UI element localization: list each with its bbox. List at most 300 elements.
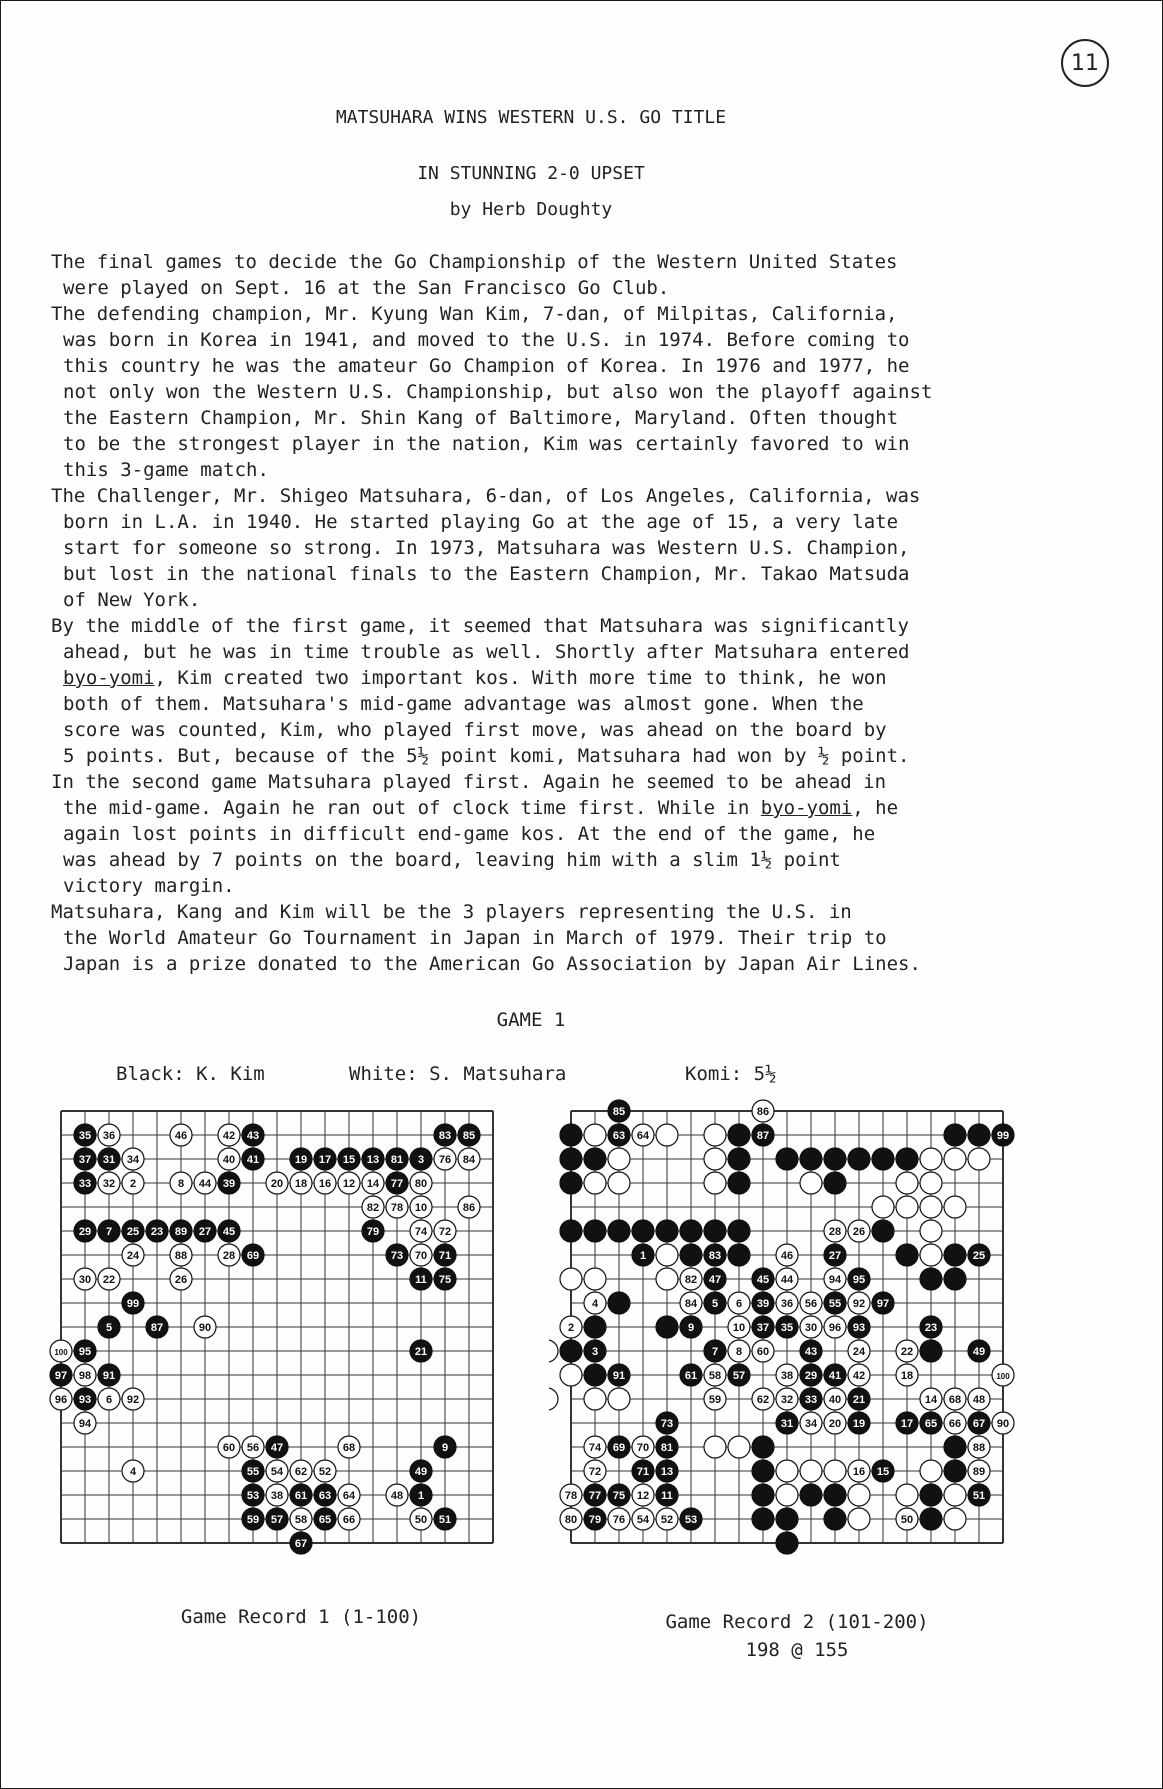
white-stone bbox=[824, 1388, 846, 1410]
black-stone bbox=[50, 1364, 72, 1386]
move-number: 73 bbox=[660, 1418, 674, 1430]
black-stone bbox=[824, 1244, 846, 1266]
move-number: 13 bbox=[366, 1154, 380, 1166]
stone-disc bbox=[584, 1220, 606, 1242]
paragraph bbox=[51, 301, 1111, 483]
black-stone bbox=[434, 1124, 456, 1146]
stone-disc bbox=[728, 1220, 750, 1242]
stone-disc bbox=[560, 1340, 582, 1362]
stone-disc bbox=[656, 1220, 678, 1242]
white-stone bbox=[608, 1388, 630, 1410]
white-stone bbox=[584, 1388, 606, 1410]
black-stone bbox=[920, 1268, 942, 1290]
stone-disc bbox=[776, 1484, 798, 1506]
text-line: this 3-game match. bbox=[63, 459, 269, 481]
move-number: 10 bbox=[414, 1202, 428, 1214]
move-number: 8 bbox=[735, 1346, 743, 1358]
move-number: 36 bbox=[102, 1130, 116, 1142]
move-number: 47 bbox=[270, 1442, 284, 1454]
black-stone bbox=[608, 1436, 630, 1458]
text-line: The Challenger, Mr. Shigeo Matsuhara, 6-dan, of Los Angeles, California, was bbox=[51, 485, 921, 507]
move-number: 66 bbox=[948, 1418, 962, 1430]
white-stone bbox=[608, 1508, 630, 1530]
black-stone bbox=[242, 1460, 264, 1482]
move-number: 39 bbox=[756, 1298, 770, 1310]
white-stone bbox=[704, 1436, 726, 1458]
black-stone bbox=[920, 1412, 942, 1434]
stone-disc bbox=[752, 1460, 774, 1482]
board-caption-note: 198 @ 155 bbox=[745, 1639, 849, 1661]
black-stone bbox=[266, 1508, 288, 1530]
white-stone bbox=[704, 1148, 726, 1170]
black-stone bbox=[680, 1364, 702, 1386]
black-stone bbox=[656, 1460, 678, 1482]
black-stone bbox=[98, 1148, 120, 1170]
white-stone bbox=[410, 1196, 432, 1218]
move-number: 41 bbox=[246, 1154, 260, 1166]
white-stone bbox=[560, 1508, 582, 1530]
black-stone bbox=[434, 1436, 456, 1458]
black-stone bbox=[314, 1148, 336, 1170]
stone-disc bbox=[968, 1148, 990, 1170]
white-stone bbox=[992, 1364, 1014, 1386]
white-stone bbox=[122, 1148, 144, 1170]
move-number: 75 bbox=[612, 1490, 626, 1502]
white-stone bbox=[896, 1364, 918, 1386]
white-stone bbox=[584, 1124, 606, 1146]
move-number: 93 bbox=[852, 1322, 866, 1334]
move-number: 89 bbox=[972, 1466, 986, 1478]
stone-disc bbox=[704, 1436, 726, 1458]
move-number: 89 bbox=[174, 1226, 188, 1238]
black-stone bbox=[824, 1148, 846, 1170]
black-stone bbox=[848, 1148, 870, 1170]
white-stone bbox=[728, 1292, 750, 1314]
black-stone bbox=[656, 1316, 678, 1338]
move-number: 48 bbox=[972, 1394, 986, 1406]
move-number: 40 bbox=[828, 1394, 842, 1406]
white-stone bbox=[944, 1148, 966, 1170]
black-stone bbox=[800, 1364, 822, 1386]
move-number: 7 bbox=[105, 1226, 113, 1238]
black-stone bbox=[74, 1124, 96, 1146]
move-number: 49 bbox=[972, 1346, 986, 1358]
stone-disc bbox=[824, 1172, 846, 1194]
black-stone bbox=[362, 1148, 384, 1170]
move-number: 9 bbox=[687, 1322, 695, 1334]
move-number: 7 bbox=[711, 1346, 719, 1358]
black-stone bbox=[584, 1220, 606, 1242]
black-stone bbox=[584, 1340, 606, 1362]
stone-disc bbox=[560, 1364, 582, 1386]
white-stone bbox=[434, 1148, 456, 1170]
black-stone bbox=[704, 1292, 726, 1314]
text-line: The defending champion, Mr. Kyung Wan Kim, 7-dan, of Milpitas, California, bbox=[51, 303, 898, 325]
white-stone bbox=[560, 1268, 582, 1290]
black-stone bbox=[122, 1220, 144, 1242]
black-stone bbox=[872, 1148, 894, 1170]
move-number: 44 bbox=[780, 1274, 794, 1286]
komi: Komi: 5½ bbox=[685, 1063, 777, 1085]
move-number: 92 bbox=[126, 1394, 140, 1406]
stone-disc bbox=[920, 1148, 942, 1170]
black-stone bbox=[728, 1124, 750, 1146]
stone-disc bbox=[776, 1532, 798, 1554]
move-number: 46 bbox=[780, 1250, 794, 1262]
white-stone bbox=[944, 1388, 966, 1410]
black-stone bbox=[242, 1244, 264, 1266]
stone-disc bbox=[968, 1124, 990, 1146]
stone-disc bbox=[656, 1316, 678, 1338]
black-stone bbox=[434, 1508, 456, 1530]
move-number: 57 bbox=[732, 1370, 746, 1382]
text-line: of New York. bbox=[63, 589, 201, 611]
move-number: 28 bbox=[828, 1226, 842, 1238]
move-number: 86 bbox=[756, 1106, 770, 1118]
black-stone bbox=[608, 1124, 630, 1146]
stone-disc bbox=[920, 1196, 942, 1218]
black-stone bbox=[872, 1292, 894, 1314]
black-stone bbox=[944, 1460, 966, 1482]
move-number: 4 bbox=[129, 1466, 137, 1478]
move-number: 23 bbox=[924, 1322, 938, 1334]
text-line: start for someone so strong. In 1973, Matsuhara was Western U.S. Champion, bbox=[63, 537, 910, 559]
white-stone bbox=[338, 1172, 360, 1194]
text-line: again lost points in difficult end-game kos. At the end of the game, he bbox=[63, 823, 876, 845]
stone-disc bbox=[752, 1436, 774, 1458]
white-stone bbox=[896, 1508, 918, 1530]
black-stone bbox=[824, 1364, 846, 1386]
move-number: 47 bbox=[708, 1274, 722, 1286]
move-number: 60 bbox=[756, 1346, 770, 1358]
move-number: 58 bbox=[294, 1514, 308, 1526]
black-stone bbox=[728, 1220, 750, 1242]
white-stone bbox=[680, 1268, 702, 1290]
stone-disc bbox=[704, 1124, 726, 1146]
stone-disc bbox=[704, 1220, 726, 1242]
article-body bbox=[51, 249, 1111, 977]
board-caption-1: Game Record 1 (1-100) bbox=[180, 1606, 422, 1628]
move-number: 63 bbox=[318, 1490, 332, 1502]
white-stone bbox=[776, 1244, 798, 1266]
move-number: 45 bbox=[756, 1274, 770, 1286]
move-number: 70 bbox=[414, 1250, 428, 1262]
black-stone bbox=[920, 1484, 942, 1506]
black-stone bbox=[920, 1340, 942, 1362]
white-stone bbox=[896, 1484, 918, 1506]
move-number: 59 bbox=[708, 1394, 722, 1406]
underlined-term: byo-yomi bbox=[63, 667, 155, 689]
white-stone bbox=[218, 1436, 240, 1458]
black-stone bbox=[290, 1484, 312, 1506]
stone-disc bbox=[560, 1124, 582, 1146]
move-number: 52 bbox=[318, 1466, 332, 1478]
black-stone bbox=[968, 1412, 990, 1434]
stone-disc bbox=[872, 1196, 894, 1218]
move-number: 33 bbox=[804, 1394, 818, 1406]
text-line: By the middle of the first game, it seemed that Matsuhara was significantly bbox=[51, 615, 909, 637]
text-line: score was counted, Kim, who played first move, was ahead on the board by bbox=[63, 719, 887, 741]
move-number: 22 bbox=[900, 1346, 914, 1358]
stone-disc bbox=[944, 1148, 966, 1170]
black-stone bbox=[560, 1124, 582, 1146]
white-stone bbox=[824, 1316, 846, 1338]
stone-disc bbox=[728, 1148, 750, 1170]
stone-disc bbox=[800, 1148, 822, 1170]
black-stone bbox=[146, 1316, 168, 1338]
move-number: 57 bbox=[270, 1514, 284, 1526]
move-number: 34 bbox=[804, 1418, 818, 1430]
black-stone bbox=[632, 1220, 654, 1242]
move-number: 99 bbox=[126, 1298, 140, 1310]
white-stone bbox=[362, 1196, 384, 1218]
move-number: 96 bbox=[54, 1394, 68, 1406]
black-stone bbox=[824, 1292, 846, 1314]
black-stone bbox=[896, 1148, 918, 1170]
white-stone bbox=[824, 1412, 846, 1434]
black-stone bbox=[680, 1508, 702, 1530]
move-number: 62 bbox=[294, 1466, 308, 1478]
black-stone bbox=[410, 1484, 432, 1506]
black-stone bbox=[824, 1484, 846, 1506]
move-number: 17 bbox=[900, 1418, 914, 1430]
move-number: 46 bbox=[174, 1130, 188, 1142]
move-number: 11 bbox=[415, 1274, 427, 1286]
black-stone bbox=[800, 1148, 822, 1170]
white-stone bbox=[290, 1460, 312, 1482]
move-number: 79 bbox=[366, 1226, 380, 1238]
black-player: Black: K. Kim bbox=[116, 1063, 265, 1085]
white-stone bbox=[584, 1460, 606, 1482]
move-number: 77 bbox=[390, 1178, 404, 1190]
move-number: 72 bbox=[588, 1466, 602, 1478]
stone-disc bbox=[680, 1220, 702, 1242]
move-number: 42 bbox=[852, 1370, 866, 1382]
white-stone bbox=[170, 1268, 192, 1290]
black-stone bbox=[410, 1460, 432, 1482]
move-number: 100 bbox=[996, 1372, 1010, 1381]
stone-disc bbox=[584, 1172, 606, 1194]
move-number: 97 bbox=[876, 1298, 890, 1310]
black-stone bbox=[242, 1148, 264, 1170]
stone-disc bbox=[608, 1220, 630, 1242]
white-stone bbox=[776, 1388, 798, 1410]
paragraph bbox=[51, 483, 1111, 613]
black-stone bbox=[992, 1124, 1014, 1146]
black-stone bbox=[314, 1484, 336, 1506]
black-stone bbox=[242, 1508, 264, 1530]
move-number: 90 bbox=[996, 1418, 1010, 1430]
white-stone bbox=[920, 1220, 942, 1242]
text-line: the Eastern Champion, Mr. Shin Kang of Baltimore, Maryland. Often thought bbox=[63, 407, 899, 429]
move-number: 64 bbox=[636, 1130, 650, 1142]
stone-disc bbox=[549, 1388, 558, 1410]
white-stone bbox=[920, 1460, 942, 1482]
move-number: 74 bbox=[414, 1226, 428, 1238]
white-stone bbox=[632, 1484, 654, 1506]
white-stone bbox=[896, 1340, 918, 1362]
black-stone bbox=[458, 1124, 480, 1146]
move-number: 50 bbox=[900, 1514, 914, 1526]
move-number: 29 bbox=[78, 1226, 92, 1238]
black-stone bbox=[704, 1244, 726, 1266]
black-stone bbox=[968, 1124, 990, 1146]
black-stone bbox=[434, 1244, 456, 1266]
move-number: 70 bbox=[636, 1442, 650, 1454]
move-number: 48 bbox=[390, 1490, 404, 1502]
black-stone bbox=[920, 1316, 942, 1338]
move-number: 6 bbox=[105, 1394, 113, 1406]
text-line: but lost in the national finals to the Eastern Champion, Mr. Takao Matsuda bbox=[63, 563, 910, 585]
move-number: 39 bbox=[222, 1178, 236, 1190]
move-number: 17 bbox=[318, 1154, 332, 1166]
move-number: 55 bbox=[246, 1466, 260, 1478]
move-number: 99 bbox=[996, 1130, 1010, 1142]
move-number: 51 bbox=[438, 1514, 452, 1526]
move-number: 82 bbox=[684, 1274, 698, 1286]
move-number: 9 bbox=[441, 1442, 449, 1454]
stone-disc bbox=[776, 1460, 798, 1482]
stone-disc bbox=[704, 1172, 726, 1194]
move-number: 24 bbox=[852, 1346, 866, 1358]
black-stone bbox=[752, 1436, 774, 1458]
white-stone bbox=[362, 1172, 384, 1194]
move-number: 6 bbox=[735, 1298, 743, 1310]
white-stone bbox=[338, 1484, 360, 1506]
black-stone bbox=[680, 1244, 702, 1266]
black-stone bbox=[584, 1364, 606, 1386]
white-stone bbox=[992, 1412, 1014, 1434]
black-stone bbox=[98, 1220, 120, 1242]
move-number: 91 bbox=[102, 1370, 116, 1382]
black-stone bbox=[752, 1124, 774, 1146]
white-stone bbox=[824, 1220, 846, 1242]
move-number: 36 bbox=[780, 1298, 794, 1310]
stone-disc bbox=[584, 1148, 606, 1170]
black-stone bbox=[266, 1436, 288, 1458]
move-number: 2 bbox=[567, 1322, 575, 1334]
black-stone bbox=[170, 1220, 192, 1242]
move-number: 97 bbox=[54, 1370, 68, 1382]
white-stone bbox=[290, 1508, 312, 1530]
move-number: 20 bbox=[270, 1178, 284, 1190]
move-number: 27 bbox=[828, 1250, 842, 1262]
black-stone bbox=[704, 1220, 726, 1242]
black-stone bbox=[608, 1484, 630, 1506]
move-number: 21 bbox=[852, 1394, 866, 1406]
black-stone bbox=[362, 1220, 384, 1242]
move-number: 19 bbox=[294, 1154, 308, 1166]
black-stone bbox=[386, 1148, 408, 1170]
white-stone bbox=[410, 1244, 432, 1266]
move-number: 68 bbox=[342, 1442, 356, 1454]
move-number: 63 bbox=[612, 1130, 626, 1142]
black-stone bbox=[218, 1220, 240, 1242]
stone-disc bbox=[584, 1316, 606, 1338]
black-stone bbox=[752, 1460, 774, 1482]
paragraph bbox=[51, 613, 1111, 769]
white-stone bbox=[824, 1268, 846, 1290]
move-number: 65 bbox=[924, 1418, 938, 1430]
white-stone bbox=[584, 1172, 606, 1194]
black-stone bbox=[386, 1244, 408, 1266]
paragraph bbox=[51, 769, 1111, 899]
white-stone bbox=[848, 1340, 870, 1362]
white-stone bbox=[549, 1388, 558, 1410]
page-number: 11 bbox=[1061, 39, 1109, 87]
black-stone bbox=[584, 1508, 606, 1530]
stone-disc bbox=[920, 1460, 942, 1482]
move-number: 58 bbox=[708, 1370, 722, 1382]
move-number: 61 bbox=[294, 1490, 308, 1502]
stone-disc bbox=[656, 1268, 678, 1290]
white-stone bbox=[584, 1436, 606, 1458]
white-stone bbox=[314, 1172, 336, 1194]
white-stone bbox=[386, 1196, 408, 1218]
black-stone bbox=[944, 1436, 966, 1458]
black-stone bbox=[896, 1412, 918, 1434]
stone-disc bbox=[584, 1268, 606, 1290]
stone-disc bbox=[920, 1508, 942, 1530]
white-stone bbox=[920, 1196, 942, 1218]
black-stone bbox=[752, 1292, 774, 1314]
stone-disc bbox=[728, 1172, 750, 1194]
white-stone bbox=[944, 1508, 966, 1530]
stone-disc bbox=[584, 1388, 606, 1410]
white-stone bbox=[410, 1508, 432, 1530]
move-number: 30 bbox=[804, 1322, 818, 1334]
white-stone bbox=[560, 1484, 582, 1506]
black-stone bbox=[386, 1172, 408, 1194]
move-number: 22 bbox=[102, 1274, 116, 1286]
white-stone bbox=[632, 1436, 654, 1458]
stone-disc bbox=[704, 1148, 726, 1170]
black-stone bbox=[608, 1220, 630, 1242]
move-number: 65 bbox=[318, 1514, 332, 1526]
move-number: 3 bbox=[591, 1346, 599, 1358]
text-line: was born in Korea in 1941, and moved to the U.S. in 1974. Before coming to bbox=[63, 329, 910, 351]
stone-disc bbox=[848, 1508, 870, 1530]
move-number: 50 bbox=[414, 1514, 428, 1526]
move-number: 15 bbox=[342, 1154, 356, 1166]
stone-disc bbox=[848, 1148, 870, 1170]
stone-disc bbox=[824, 1148, 846, 1170]
white-stone bbox=[584, 1292, 606, 1314]
stone-disc bbox=[944, 1484, 966, 1506]
black-stone bbox=[560, 1340, 582, 1362]
move-number: 96 bbox=[828, 1322, 842, 1334]
stone-disc bbox=[944, 1124, 966, 1146]
black-stone bbox=[290, 1148, 312, 1170]
black-stone bbox=[848, 1268, 870, 1290]
white-stone bbox=[170, 1244, 192, 1266]
move-number: 2 bbox=[129, 1178, 137, 1190]
white-stone bbox=[776, 1268, 798, 1290]
text-line: to be the strongest player in the nation, Kim was certainly favored to win bbox=[63, 433, 910, 455]
move-number: 35 bbox=[78, 1130, 92, 1142]
stone-disc bbox=[896, 1196, 918, 1218]
move-number: 16 bbox=[852, 1466, 866, 1478]
move-number: 92 bbox=[852, 1298, 866, 1310]
white-stone bbox=[170, 1124, 192, 1146]
move-number: 33 bbox=[78, 1178, 92, 1190]
stone-disc bbox=[920, 1172, 942, 1194]
white-stone bbox=[704, 1364, 726, 1386]
move-number: 23 bbox=[150, 1226, 164, 1238]
black-stone bbox=[656, 1484, 678, 1506]
move-number: 38 bbox=[780, 1370, 794, 1382]
white-stone bbox=[704, 1124, 726, 1146]
